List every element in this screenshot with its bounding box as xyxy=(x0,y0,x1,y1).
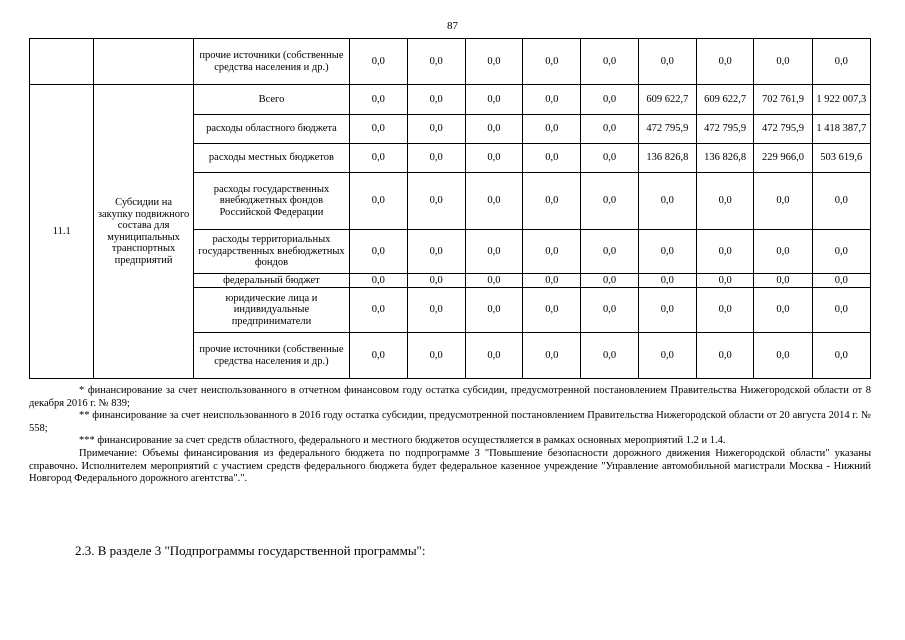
value-cell: 0,0 xyxy=(812,274,870,288)
source-cell: расходы областного бюджета xyxy=(193,115,350,144)
source-cell: юридические лица и индивидуальные предприниматели xyxy=(193,288,350,333)
footnote: * финансирование за счет неиспользованного в отчетном финансовом году остатка субсидии, предусмотренной постановлением Правительства Нижегородской области от 8 декабря 2016 г. № 839; xyxy=(29,385,871,409)
value-cell: 472 795,9 xyxy=(697,115,754,144)
value-cell: 0,0 xyxy=(754,333,812,379)
empty-cell xyxy=(94,39,193,85)
value-cell: 0,0 xyxy=(638,39,696,85)
table-row xyxy=(30,85,871,115)
table-row xyxy=(30,39,871,85)
value-cell: 0,0 xyxy=(465,144,522,173)
value-cell: 0,0 xyxy=(465,85,522,115)
value-cell: 0,0 xyxy=(350,288,407,333)
financing-table xyxy=(29,38,871,379)
value-cell: 0,0 xyxy=(407,39,465,85)
page-number: 87 xyxy=(447,20,458,32)
value-cell: 0,0 xyxy=(581,288,638,333)
value-cell: 0,0 xyxy=(523,115,581,144)
value-cell: 0,0 xyxy=(350,173,407,230)
value-cell: 0,0 xyxy=(581,39,638,85)
value-cell: 0,0 xyxy=(581,85,638,115)
value-cell: 0,0 xyxy=(697,274,754,288)
source-cell: расходы территориальных государственных внебюджетных фондов xyxy=(193,230,350,274)
empty-cell xyxy=(30,39,94,85)
value-cell: 0,0 xyxy=(350,230,407,274)
value-cell: 472 795,9 xyxy=(638,115,696,144)
value-cell: 0,0 xyxy=(697,39,754,85)
value-cell: 0,0 xyxy=(407,144,465,173)
value-cell: 0,0 xyxy=(523,333,581,379)
value-cell: 0,0 xyxy=(350,333,407,379)
value-cell: 0,0 xyxy=(638,230,696,274)
value-cell: 0,0 xyxy=(581,274,638,288)
value-cell: 0,0 xyxy=(812,333,870,379)
value-cell: 0,0 xyxy=(754,230,812,274)
value-cell: 0,0 xyxy=(581,333,638,379)
value-cell: 136 826,8 xyxy=(638,144,696,173)
value-cell: 0,0 xyxy=(407,288,465,333)
source-cell: расходы местных бюджетов xyxy=(193,144,350,173)
source-cell: федеральный бюджет xyxy=(193,274,350,288)
value-cell: 0,0 xyxy=(407,115,465,144)
value-cell: 0,0 xyxy=(754,274,812,288)
footnote: *** финансирование за счет средств областного, федерального и местного бюджетов осуществляется в рамках основных мероприятий 1.2 и 1.4. xyxy=(79,435,726,447)
value-cell: 0,0 xyxy=(697,288,754,333)
item-number: 11.1 xyxy=(30,85,94,379)
value-cell: 0,0 xyxy=(350,115,407,144)
value-cell: 0,0 xyxy=(350,39,407,85)
value-cell: 0,0 xyxy=(407,230,465,274)
value-cell: 0,0 xyxy=(638,173,696,230)
value-cell: 0,0 xyxy=(407,333,465,379)
item-name: Субсидии на закупку подвижного состава для муниципальных транспортных предприятий xyxy=(94,85,193,379)
value-cell: 0,0 xyxy=(581,173,638,230)
value-cell: 0,0 xyxy=(350,85,407,115)
value-cell: 1 418 387,7 xyxy=(812,115,870,144)
value-cell: 0,0 xyxy=(754,173,812,230)
value-cell: 0,0 xyxy=(465,39,522,85)
value-cell: 0,0 xyxy=(465,288,522,333)
section-heading: 2.3. В разделе 3 "Подпрограммы государственной программы": xyxy=(75,543,426,558)
value-cell: 0,0 xyxy=(638,274,696,288)
value-cell: 0,0 xyxy=(697,173,754,230)
value-cell: 0,0 xyxy=(465,274,522,288)
value-cell: 0,0 xyxy=(465,333,522,379)
value-cell: 229 966,0 xyxy=(754,144,812,173)
value-cell: 0,0 xyxy=(638,288,696,333)
footnote: ** финансирование за счет неиспользованного в 2016 году остатка субсидии, предусмотренной постановлением Правительства Нижегородской области от 20 августа 2014 г. № 558; xyxy=(29,410,871,434)
source-cell: прочие источники (собственные средства населения и др.) xyxy=(193,39,350,85)
value-cell: 0,0 xyxy=(407,85,465,115)
source-cell: расходы государственных внебюджетных фондов Российской Федерации xyxy=(193,173,350,230)
value-cell: 702 761,9 xyxy=(754,85,812,115)
value-cell: 0,0 xyxy=(697,230,754,274)
value-cell: 0,0 xyxy=(581,230,638,274)
value-cell: 0,0 xyxy=(754,39,812,85)
value-cell: 0,0 xyxy=(523,85,581,115)
value-cell: 0,0 xyxy=(523,288,581,333)
source-cell: Всего xyxy=(193,85,350,115)
note-remark: Примечание: Объемы финансирования из федерального бюджета по подпрограмме 3 "Повышение безопасности дорожного движения Нижегородской области" указаны справочно. Исполнителем мероприятий с участием средств федерального бюджета будет федеральное казенное учреждение "Управление автомобильной магистрали Москва - Нижний Новгород Федерального дорожного агентства".". xyxy=(29,447,871,485)
value-cell: 0,0 xyxy=(523,39,581,85)
value-cell: 0,0 xyxy=(407,274,465,288)
value-cell: 0,0 xyxy=(581,115,638,144)
value-cell: 0,0 xyxy=(581,144,638,173)
value-cell: 0,0 xyxy=(523,173,581,230)
value-cell: 609 622,7 xyxy=(638,85,696,115)
value-cell: 472 795,9 xyxy=(754,115,812,144)
value-cell: 0,0 xyxy=(812,173,870,230)
value-cell: 0,0 xyxy=(523,144,581,173)
value-cell: 0,0 xyxy=(812,288,870,333)
value-cell: 609 622,7 xyxy=(697,85,754,115)
value-cell: 503 619,6 xyxy=(812,144,870,173)
value-cell: 0,0 xyxy=(465,115,522,144)
value-cell: 0,0 xyxy=(812,230,870,274)
value-cell: 1 922 007,3 xyxy=(812,85,870,115)
value-cell: 0,0 xyxy=(638,333,696,379)
value-cell: 0,0 xyxy=(465,173,522,230)
value-cell: 0,0 xyxy=(350,144,407,173)
footnotes xyxy=(29,385,871,486)
value-cell: 0,0 xyxy=(523,230,581,274)
value-cell: 0,0 xyxy=(465,230,522,274)
source-cell: прочие источники (собственные средства населения и др.) xyxy=(193,333,350,379)
value-cell: 0,0 xyxy=(812,39,870,85)
value-cell: 0,0 xyxy=(754,288,812,333)
value-cell: 0,0 xyxy=(523,274,581,288)
value-cell: 0,0 xyxy=(407,173,465,230)
value-cell: 0,0 xyxy=(697,333,754,379)
value-cell: 136 826,8 xyxy=(697,144,754,173)
value-cell: 0,0 xyxy=(350,274,407,288)
